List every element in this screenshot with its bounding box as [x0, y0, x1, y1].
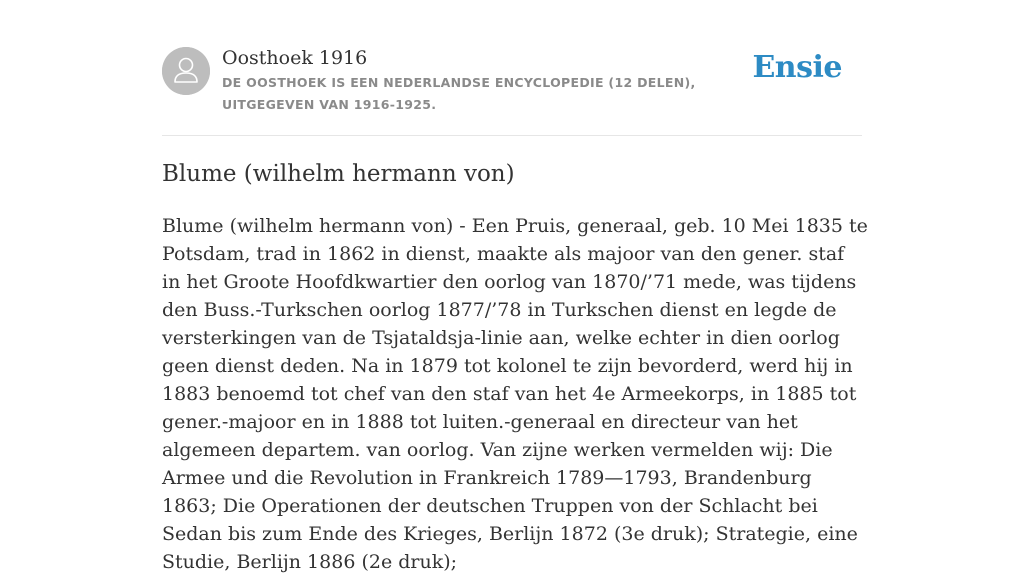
source-name[interactable]: Oosthoek 1916	[222, 47, 368, 69]
user-icon	[162, 47, 210, 95]
source-header	[162, 46, 862, 136]
entry-body: Blume (wilhelm hermann von) - Een Pruis, generaal, geb. 10 Mei 1835 te Potsdam, trad in 1862 in dienst, maakte als majoor van den gener. staf in het Groote Hoofdkwartier den oorlog van 1870/’71 mede, was tijdens den Buss.-Turkschen oorlog 1877/’78 in Turkschen dienst en legde de versterkingen van de Tsjataldsja-linie aan, welke echter in dien oorlog geen dienst deden. Na in 1879 tot kolonel te zijn bevorderd, werd hij in 1883 benoemd tot chef van den staf van het 4e Armeekorps, in 1885 tot gener.-majoor en in 1888 tot luiten.-generaal en directeur van het algemeen departem. van oorlog. Van zijne werken vermelden wij: Die Armee und die Revolution in Frankreich 1789—1793, Brandenburg 1863; Die Operationen der deutschen Truppen von der Schlacht bei Sedan bis zum Ende des Krieges, Berlijn 1872 (3e druk); Strategie, eine Studie, Berlijn 1886 (2e druk);	[162, 215, 868, 573]
ensie-logo[interactable]: Ensie	[752, 50, 842, 85]
source-info	[222, 46, 762, 116]
source-description: DE OOSTHOEK IS EEN NEDERLANDSE ENCYCLOPEDIE (12 DELEN), UITGEGEVEN VAN 1916-1925.	[222, 75, 696, 112]
header-divider	[162, 135, 862, 136]
entry-title: Blume (wilhelm hermann von)	[162, 161, 515, 187]
